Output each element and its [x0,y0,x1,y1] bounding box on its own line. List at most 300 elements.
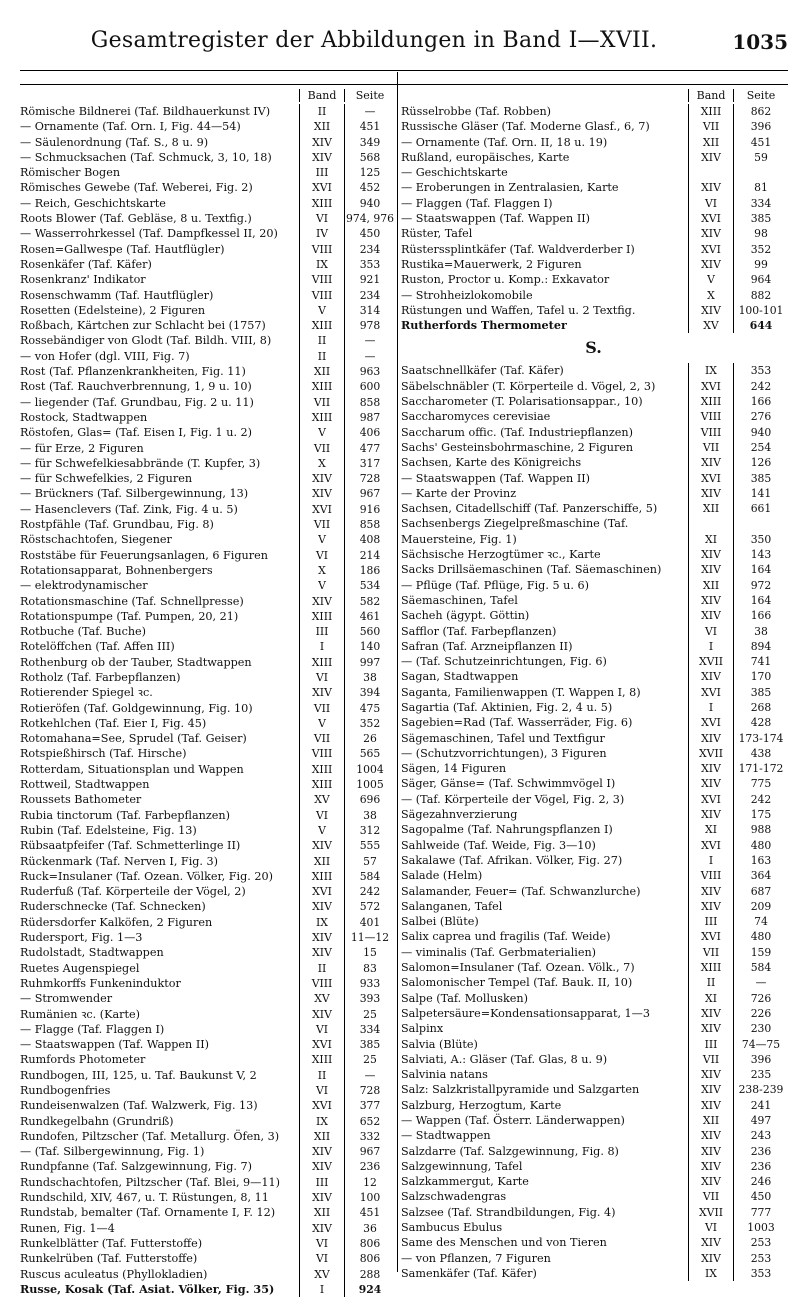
index-entry [401,1205,788,1220]
index-entry [20,838,395,853]
entry-band: XIV [688,761,733,776]
entry-band: XIV [688,303,733,318]
entry-band: VII [299,441,344,456]
entry-band: XIV [299,1159,344,1174]
entry-band: XVI [299,1098,344,1113]
entry-seite: 974, 976 [345,212,395,226]
entry-seite: 352 [344,716,395,731]
entry-seite [733,165,788,180]
index-entry [401,792,788,807]
entry-band: XI [688,532,733,547]
entry-band: XIV [299,486,344,501]
entry-seite: 687 [733,884,788,899]
page-number: 1035 [732,30,788,54]
entry-seite: 242 [733,379,788,394]
index-entry [20,257,395,272]
entry-band: XVI [688,685,733,700]
index-entry [401,119,788,134]
entry-term: Rundeisenwalzen (Taf. Walzwerk, Fig. 13) [20,1099,258,1113]
index-entry [20,1282,395,1297]
entry-seite: 741 [733,654,788,669]
entry-term: Rundbogenfries [20,1084,111,1097]
entry-band: I [688,853,733,868]
entry-seite: 253 [733,1251,788,1266]
entry-band: VI [299,808,344,823]
entry-term: Rußland, europäisches, Karte [401,150,570,164]
entry-term: Rubin (Taf. Edelsteine, Fig. 13) [20,823,197,837]
entry-term: — (Taf. Silbergewinnung, Fig. 1) [20,1145,205,1159]
entry-term: Safran (Taf. Arzneipflanzen II) [401,639,573,653]
entry-seite: 696 [344,792,395,807]
entry-seite: 1003 [733,1220,788,1235]
entry-seite: 353 [733,1266,788,1281]
entry-seite: 98 [733,226,788,241]
entry-term: Salzburg, Herzogtum, Karte [401,1098,562,1112]
entry-band: XIII [299,410,344,425]
index-entry [20,930,395,945]
entry-band: XIV [299,471,344,486]
index-entry [20,119,395,134]
index-entry [20,379,395,394]
entry-term: Rotbuche (Taf. Buche) [20,625,147,639]
entry-term: Sachs' Gesteinsbohrmaschine, 2 Figuren [401,440,634,454]
entry-band: XIV [688,731,733,746]
entry-term: Rostock, Stadtwappen [20,410,148,424]
entry-seite: 235 [733,1067,788,1082]
entry-seite: 894 [733,639,788,654]
entry-band: XIV [299,1190,344,1205]
entry-band: XIV [688,1082,733,1097]
entry-band: XI [688,991,733,1006]
entry-term: — für Schwefelkies, 2 Figuren [20,472,193,486]
entry-term: Ruderfuß (Taf. Körperteile der Vögel, 2) [20,885,246,899]
entry-band: XIV [688,226,733,241]
index-entry [401,654,788,669]
entry-term: — viminalis (Taf. Gerbmaterialien) [401,945,597,959]
entry-band: VIII [299,288,344,303]
entry-seite: 140 [344,639,395,654]
header-rule [20,70,788,71]
index-entry [401,960,788,975]
entry-term: Säemaschinen, Tafel [401,593,518,607]
entry-band: XIII [688,960,733,975]
entry-term: Salomonischer Tempel (Taf. Bauk. II, 10) [401,976,633,990]
index-entry [401,1021,788,1036]
entry-term: — Eroberungen in Zentralasien, Karte [401,181,619,195]
index-entry [401,440,788,455]
entry-term: Salanganen, Tafel [401,899,503,913]
entry-seite: 401 [344,915,395,930]
entry-term: Rotationsapparat, Bohnenbergers [20,563,213,577]
entry-term: Salbei (Blüte) [401,915,479,929]
entry-band: V [299,532,344,547]
index-entry [401,318,788,333]
entry-seite: — [344,1068,395,1083]
index-entry [401,1052,788,1067]
entry-term: Rotholz (Taf. Farbepflanzen) [20,670,181,684]
entry-term: — Brückners (Taf. Silbergewinnung, 13) [20,487,249,501]
entry-seite: 166 [733,394,788,409]
index-entry [20,548,395,563]
entry-seite: 171-172 [733,761,788,776]
index-entry [20,899,395,914]
entry-seite: 332 [344,1129,395,1144]
entry-seite: 775 [733,776,788,791]
entry-band: VII [299,731,344,746]
entry-seite: 99 [733,257,788,272]
entry-seite: 560 [344,624,395,639]
right-entry-list-r [401,104,788,333]
entry-seite: 451 [733,135,788,150]
index-entry [401,991,788,1006]
index-entry [401,1189,788,1204]
entry-term: Sägemaschinen, Tafel und Textfigur [401,731,605,745]
entry-seite: 394 [344,685,395,700]
entry-band: XIV [299,1007,344,1022]
entry-seite: 480 [733,929,788,944]
entry-band: I [299,639,344,654]
entry-seite: 353 [733,363,788,378]
entry-seite: 57 [344,854,395,869]
index-entry [20,242,395,257]
entry-band: XIII [299,1052,344,1067]
index-entry [401,776,788,791]
index-entry [401,501,788,516]
entry-seite: 209 [733,899,788,914]
entry-band: XII [688,135,733,150]
entry-term: Salvinia natans [401,1068,488,1082]
entry-seite: 243 [733,1128,788,1143]
index-entry [401,868,788,883]
entry-seite: 582 [344,594,395,609]
index-entry [401,1098,788,1113]
entry-seite: 406 [344,425,395,440]
entry-seite: 933 [344,976,395,991]
entry-term: Salvia (Blüte) [401,1037,478,1051]
entry-band: XVI [688,838,733,853]
entry-seite: 100 [344,1190,395,1205]
index-entry [401,746,788,761]
entry-term: Röstofen, Glas= (Taf. Eisen I, Fig. 1 u. 2) [20,426,253,440]
entry-term: — (Taf. Körperteile der Vögel, Fig. 2, 3) [401,792,625,806]
index-entry [20,1159,395,1174]
left-entry-list [20,104,395,1297]
index-entry [401,288,788,303]
entry-seite: 364 [733,868,788,883]
entry-band: XIII [299,869,344,884]
entry-band: XV [299,1267,344,1282]
entry-seite: 312 [344,823,395,838]
entry-band: XIII [299,379,344,394]
entry-band: XII [299,1205,344,1220]
entry-band: XIV [688,180,733,195]
entry-term: Salpinx [401,1022,444,1036]
entry-term: Rotierender Spiegel ꝛc. [20,686,153,700]
entry-seite: 166 [733,608,788,623]
entry-seite: 38 [733,624,788,639]
entry-term: Rotieröfen (Taf. Goldgewinnung, Fig. 10) [20,701,253,715]
entry-term: Sakalawe (Taf. Afrikan. Völker, Fig. 27) [401,853,623,867]
entry-term: Salix caprea und fragilis (Taf. Weide) [401,930,611,944]
entry-band: XV [688,318,733,333]
entry-term: Rostpfähle (Taf. Grundbau, Fig. 8) [20,518,214,532]
entry-band: XII [299,1129,344,1144]
entry-band: XIV [299,1144,344,1159]
index-entry [401,1251,788,1266]
entry-seite: 534 [344,578,395,593]
entry-term: Saatschnellkäfer (Taf. Käfer) [401,364,564,378]
index-entry [401,1266,788,1281]
entry-band: XIV [299,135,344,150]
entry-band: IX [688,1266,733,1281]
entry-term: Säger, Gänse= (Taf. Schwimmvögel I) [401,777,616,791]
index-entry [20,303,395,318]
entry-seite: 353 [344,257,395,272]
entry-term: Salpe (Taf. Mollusken) [401,991,528,1005]
entry-band: XVI [688,792,733,807]
index-entry [20,1022,395,1037]
entry-term: Rüsselrobbe (Taf. Robben) [401,105,552,118]
index-entry [20,1267,395,1282]
entry-term: Sagopalme (Taf. Nahrungspflanzen I) [401,823,613,837]
entry-seite: — [344,333,395,348]
index-entry [401,257,788,272]
entry-seite [733,516,788,531]
index-entry [401,822,788,837]
entry-seite: 25 [344,1007,395,1022]
index-entry [401,1067,788,1082]
index-entry [20,288,395,303]
entry-term: — Hasenclevers (Taf. Zink, Fig. 4 u. 5) [20,502,238,516]
entry-band: XIV [299,150,344,165]
index-entry [20,502,395,517]
entry-band: VI [299,548,344,563]
entry-band: XIV [299,899,344,914]
entry-term: Sachsen, Karte des Königreichs [401,456,582,470]
index-entry [20,639,395,654]
entry-term: — Flagge (Taf. Flaggen I) [20,1022,165,1036]
entry-band: XVII [688,746,733,761]
entry-seite: 100-101 [733,303,788,318]
entry-seite: 967 [344,1144,395,1159]
entry-term: — Staatswappen (Taf. Wappen II) [401,471,591,485]
entry-term: Sägen, 14 Figuren [401,762,507,776]
index-entry [401,1220,788,1235]
entry-band: I [688,639,733,654]
entry-term: — von Pflanzen, 7 Figuren [401,1251,551,1265]
index-entry [401,1082,788,1097]
entry-band: X [688,288,733,303]
entry-seite: 438 [733,746,788,761]
index-entry [20,976,395,991]
entry-band: XII [299,119,344,134]
index-entry [401,1174,788,1189]
entry-term: Saccharomyces cerevisiae [401,410,551,424]
index-entry [20,1221,395,1236]
entry-term: Rüdersdorfer Kalköfen, 2 Figuren [20,915,213,929]
entry-seite: 393 [344,991,395,1006]
entry-band: XIV [299,594,344,609]
entry-term: Rübsaatpfeifer (Taf. Schmetterlinge II) [20,839,241,853]
entry-seite: 246 [733,1174,788,1189]
entry-term: Ruston, Proctor u. Komp.: Exkavator [401,273,610,287]
entry-seite: — [344,349,395,364]
entry-term: — Karte der Provinz [401,486,517,500]
entry-term: Rüster, Tafel [401,227,473,241]
entry-term: Sachsenbergs Ziegelpreßmaschine (Taf. [401,517,629,531]
entry-seite: 997 [344,655,395,670]
index-entry [401,1144,788,1159]
index-entry [20,670,395,685]
entry-band: VIII [299,242,344,257]
entry-band: XIV [688,486,733,501]
entry-term: Roßbach, Kärtchen zur Schlacht bei (1757) [20,319,266,333]
entry-term: Rotationsmaschine (Taf. Schnellpresse) [20,594,244,608]
entry-band: XIII [299,318,344,333]
entry-seite: 450 [733,1189,788,1204]
entry-band: III [299,1175,344,1190]
index-entry [401,838,788,853]
entry-seite: 234 [344,288,395,303]
index-entry [20,563,395,578]
entry-seite: 555 [344,838,395,853]
entry-term: Rundschild, XIV, 467, u. T. Rüstungen, 8, 11 [20,1191,269,1205]
index-entry [401,624,788,639]
entry-seite: 276 [733,409,788,424]
entry-band: VI [688,196,733,211]
entry-seite: 385 [733,685,788,700]
index-entry [401,669,788,684]
entry-seite: 450 [344,226,395,241]
entry-band: XV [299,991,344,1006]
entry-term: — für Schwefelkiesabbrände (T. Kupfer, 3) [20,456,261,470]
entry-band: V [299,303,344,318]
entry-band: VI [299,1236,344,1251]
entry-band: IV [299,226,344,241]
entry-band: XIV [688,257,733,272]
entry-term: Salzdarre (Taf. Salzgewinnung, Fig. 8) [401,1144,619,1158]
entry-band: II [299,961,344,976]
entry-band: III [688,914,733,929]
entry-band: XIV [688,1098,733,1113]
entry-term: Rutherfords Thermometer [401,318,567,333]
entry-seite: 600 [344,379,395,394]
entry-seite: 81 [733,180,788,195]
entry-seite: 236 [733,1159,788,1174]
page-title: Gesamtregister der Abbildungen in Band I—XVII. [90,28,658,53]
entry-seite: 230 [733,1021,788,1036]
entry-seite: 963 [344,364,395,379]
index-entry [20,1068,395,1083]
entry-band: XIV [688,608,733,623]
entry-band: VI [688,1220,733,1235]
entry-term: Säbelschnäbler (T. Körperteile d. Vögel, 2, 3) [401,379,656,393]
entry-seite: 83 [344,961,395,976]
entry-term: — Staatswappen (Taf. Wappen II) [401,212,591,226]
entry-term: Ruetes Augenspiegel [20,961,140,975]
entry-band: III [688,1037,733,1052]
entry-band: VIII [688,425,733,440]
entry-term: Salamander, Feuer= (Taf. Schwanzlurche) [401,884,641,898]
index-entry [401,608,788,623]
entry-seite: 314 [344,303,395,318]
index-entry [401,1128,788,1143]
index-entry [20,1205,395,1220]
entry-term: Saccharum offic. (Taf. Industriepflanzen) [401,425,633,439]
entry-term: — Säulenordnung (Taf. S., 8 u. 9) [20,135,209,149]
entry-term: Samenkäfer (Taf. Käfer) [401,1266,537,1280]
index-entry [401,761,788,776]
index-entry [401,471,788,486]
index-entry [401,975,788,990]
entry-term: Salade (Helm) [401,869,483,883]
index-entry [20,104,395,119]
entry-band: I [688,700,733,715]
entry-band: III [299,624,344,639]
entry-band: V [299,823,344,838]
entry-term: — Schmucksachen (Taf. Schmuck, 3, 10, 18) [20,150,272,164]
entry-term: Saganta, Familienwappen (T. Wappen I, 8) [401,685,641,699]
entry-band: XIV [688,884,733,899]
index-entry [401,715,788,730]
index-entry [20,762,395,777]
index-entry [20,1236,395,1251]
entry-term: — Reich, Geschichtskarte [20,196,166,210]
index-entry [20,609,395,624]
entry-band: II [299,349,344,364]
entry-term: — Wasserrohrkessel (Taf. Dampfkessel II, 20) [20,227,278,241]
index-entry [401,394,788,409]
index-entry [401,150,788,165]
entry-seite: 584 [733,960,788,975]
section-heading [401,333,788,363]
entry-band: VIII [299,746,344,761]
entry-term: — für Erze, 2 Figuren [20,441,144,455]
entry-band: XIII [299,777,344,792]
entry-seite: 74—75 [733,1037,788,1052]
entry-band: VI [299,1083,344,1098]
entry-seite: 661 [733,501,788,516]
entry-term: Runkelblätter (Taf. Futterstoffe) [20,1236,203,1250]
entry-band: XVI [688,242,733,257]
index-entry [401,180,788,195]
entry-band [688,165,733,180]
entry-seite: 175 [733,807,788,822]
index-entry [20,272,395,287]
entry-seite: 317 [344,456,395,471]
left-column-header [20,86,395,104]
entry-term: Rosen=Gallwespe (Taf. Hautflügler) [20,242,225,256]
section-letter: S. [585,338,602,358]
entry-band: XIV [688,1251,733,1266]
entry-seite: 858 [344,517,395,532]
entry-seite: 242 [733,792,788,807]
entry-term: Rosetten (Edelsteine), 2 Figuren [20,303,206,317]
index-entry [20,150,395,165]
entry-seite: 396 [733,119,788,134]
entry-term: Sagebien=Rad (Taf. Wasserräder, Fig. 6) [401,716,633,730]
index-entry [20,1052,395,1067]
entry-seite: 126 [733,455,788,470]
entry-term: Same des Menschen und von Tieren [401,1236,607,1250]
entry-seite: 125 [344,165,395,180]
entry-seite: 858 [344,395,395,410]
entry-term: Rotomahana=See, Sprudel (Taf. Geiser) [20,732,247,746]
entry-band: XIV [688,593,733,608]
entry-term: — Strohheizlokomobile [401,288,533,302]
entry-band: V [299,425,344,440]
entry-term: Rundbogen, III, 125, u. Taf. Baukunst V, 2 [20,1068,257,1082]
